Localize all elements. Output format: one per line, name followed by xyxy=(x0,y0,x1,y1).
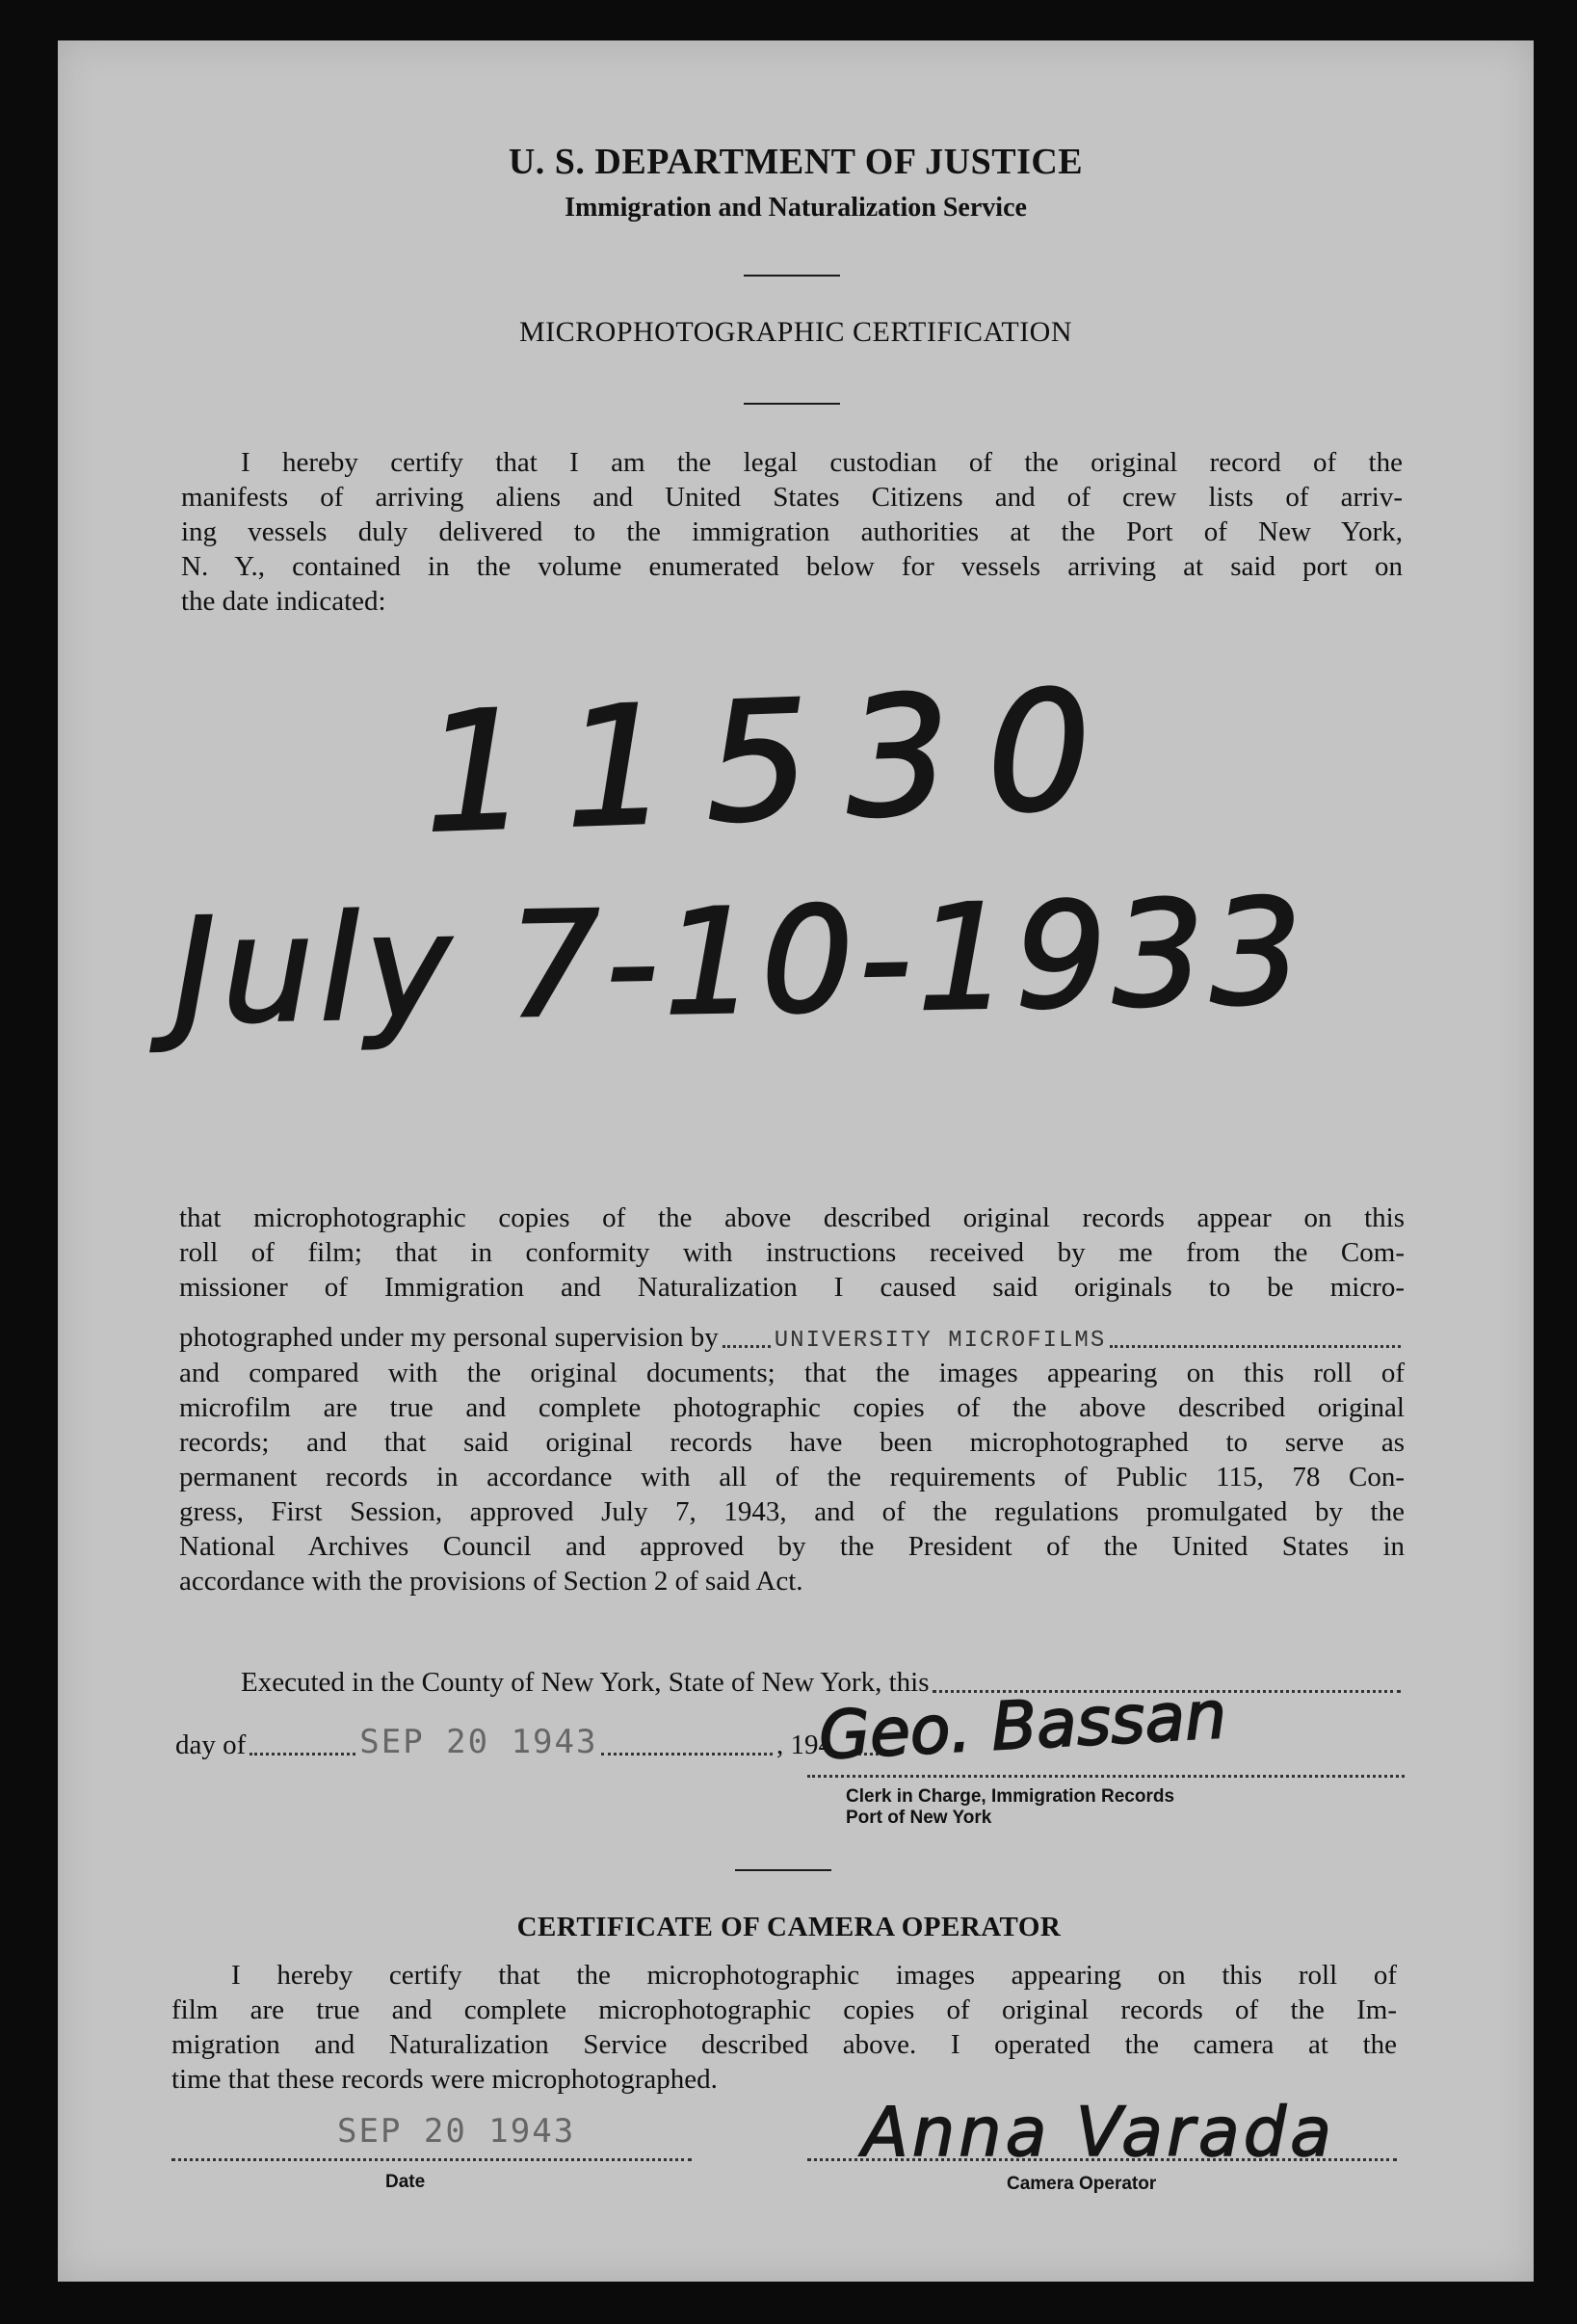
paragraph-line: accordance with the provisions of Section 2 of said Act. xyxy=(179,1566,803,1597)
paragraph-line: N. Y., contained in the volume enumerated below for vessels arriving at said port on xyxy=(181,551,1403,582)
supervision-by-value: UNIVERSITY MICROFILMS xyxy=(774,1328,1107,1354)
divider xyxy=(744,403,840,405)
paragraph-line: microfilm are true and complete photographic copies of the above described original xyxy=(179,1392,1405,1423)
dotted-leader xyxy=(723,1345,771,1348)
paragraph-line: that microphotographic copies of the above described original records appear on this xyxy=(179,1202,1405,1233)
body-paragraph xyxy=(179,1201,1405,1305)
dotted-leader xyxy=(601,1753,773,1756)
paragraph-line: film are true and complete microphotographic copies of original records of the Im- xyxy=(171,1994,1397,2025)
paragraph-line: I hereby certify that the microphotographic images appearing on this roll of xyxy=(231,1960,1397,1991)
clerk-title-line: Port of New York xyxy=(846,1808,992,1828)
paragraph-line: National Archives Council and approved by the President of the United States in xyxy=(179,1531,1405,1562)
execution-text: Executed in the County of New York, State of New York, this xyxy=(241,1667,930,1698)
paragraph-line: missioner of Immigration and Naturalization I caused said originals to be micro- xyxy=(179,1272,1405,1303)
paragraph-line: and compared with the original documents; that the images appearing on this roll of xyxy=(179,1358,1405,1388)
certificate-page xyxy=(58,40,1534,2282)
date-line xyxy=(171,2158,692,2161)
body-paragraph-continued xyxy=(179,1356,1405,1598)
clerk-title-line: Clerk in Charge, Immigration Records xyxy=(846,1786,1175,1807)
dotted-leader xyxy=(1110,1345,1401,1348)
dotted-leader xyxy=(250,1753,355,1756)
operator-line xyxy=(807,2158,1397,2161)
paragraph-line: ing vessels duly delivered to the immigration authorities at the Port of New York, xyxy=(181,516,1403,547)
paragraph-line: I hereby certify that I am the legal custodian of the original record of the xyxy=(241,447,1403,478)
paragraph-line: roll of film; that in conformity with instructions received by me from the Com- xyxy=(179,1237,1405,1268)
day-of-line xyxy=(175,1723,888,1761)
camera-operator-signature: Anna Varada xyxy=(862,2093,1336,2172)
day-of-label: day of xyxy=(175,1730,247,1760)
handwritten-volume-number: 11530 xyxy=(420,654,1132,870)
paragraph-line: gress, First Session, approved July 7, 1943, and of the regulations promulgated by the xyxy=(179,1496,1405,1527)
paragraph-line: manifests of arriving aliens and United States Citizens and of crew lists of arriv- xyxy=(181,482,1403,513)
camera-operator-paragraph xyxy=(171,1958,1397,2097)
camera-operator-heading: CERTIFICATE OF CAMERA OPERATOR xyxy=(516,1912,1062,1942)
intro-paragraph xyxy=(181,445,1403,619)
paragraph-line: the date indicated: xyxy=(181,586,386,617)
agency-heading: U. S. DEPARTMENT OF JUSTICE xyxy=(508,142,1084,182)
supervision-line xyxy=(179,1322,1405,1354)
camera-date-stamp: SEP 20 1943 xyxy=(337,2112,576,2151)
clerk-title xyxy=(846,1786,1174,1829)
year-prefix: , 194 xyxy=(776,1730,832,1760)
handwritten-date: July 7-10-1933 xyxy=(171,868,1310,1057)
execution-line xyxy=(241,1667,1405,1699)
date-label: Date xyxy=(385,2172,426,2192)
certification-title: MICROPHOTOGRAPHIC CERTIFICATION xyxy=(518,316,1073,348)
divider xyxy=(744,275,840,277)
clerk-signature-line xyxy=(807,1775,1405,1778)
paragraph-line: time that these records were microphotographed. xyxy=(171,2064,718,2095)
execution-date-stamp: SEP 20 1943 xyxy=(359,1723,598,1761)
supervision-prefix: photographed under my personal supervision by xyxy=(179,1322,719,1353)
divider xyxy=(735,1869,831,1871)
paragraph-line: migration and Naturalization Service described above. I operated the camera at the xyxy=(171,2029,1397,2060)
paragraph-line: records; and that said original records have been microphotographed to serve as xyxy=(179,1427,1405,1458)
camera-operator-label: Camera Operator xyxy=(1007,2174,1157,2194)
clerk-signature: Geo. Bassan xyxy=(817,1677,1229,1776)
paragraph-line: permanent records in accordance with all of the requirements of Public 115, 78 Con- xyxy=(179,1462,1405,1492)
service-subheading: Immigration and Naturalization Service xyxy=(565,193,1027,223)
